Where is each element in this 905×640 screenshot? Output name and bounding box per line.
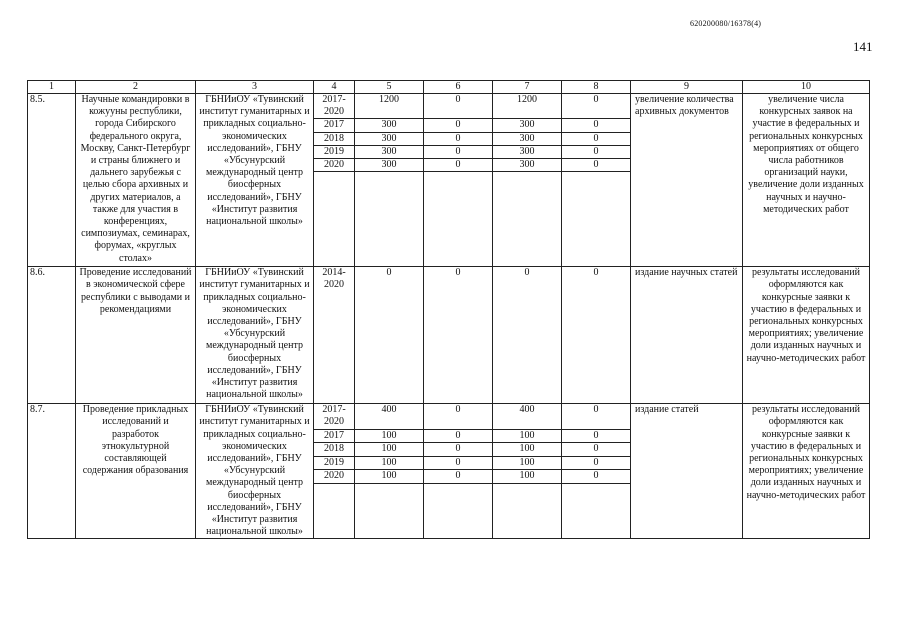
empty-cell [562,172,631,267]
value-cell: 1200 [355,94,424,119]
value-cell: 0 [424,443,493,456]
year-cell: 2020 [314,470,355,483]
empty-cell [562,483,631,539]
value-cell: 0 [424,456,493,469]
year-cell: 2018 [314,132,355,145]
value-cell: 0 [424,404,493,430]
value-cell: 0 [562,94,631,119]
value-cell: 100 [493,443,562,456]
value-cell: 300 [493,145,562,158]
value-cell: 100 [355,443,424,456]
indicator-cell: результаты исследований оформляются как конкурсные заявки к участию в федеральных и региональных конкурсных мероприятиях; увеличение доли изданных научных и научно-методических работ [743,267,870,404]
value-cell: 0 [562,470,631,483]
value-cell: 100 [493,430,562,443]
year-cell: 2020 [314,159,355,172]
value-cell: 0 [562,443,631,456]
row-number: 8.7. [28,404,76,539]
column-header: 9 [631,81,743,94]
row-number: 8.5. [28,94,76,267]
value-cell: 0 [424,94,493,119]
table-row [28,94,870,119]
value-cell: 1200 [493,94,562,119]
value-cell: 300 [355,159,424,172]
value-cell: 300 [493,159,562,172]
program-table [27,80,870,539]
value-cell: 0 [562,267,631,404]
indicator-cell: увеличение числа конкурсных заявок на участие в федеральных и региональных конкурсных мероприятиях от общего числа работников организаций науки, увеличение доли изданных научных и научно-методических работ [743,94,870,267]
table-header-row [28,81,870,94]
executor-cell: ГБНИиОУ «Тувинский институт гуманитарных и прикладных социально-экономических исследований», ГБНУ «Убсунурский международный центр биосферных исследований», ГБНУ «Институт развития национальной школы» [196,267,314,404]
column-header: 6 [424,81,493,94]
value-cell: 100 [493,470,562,483]
document-code: 620200080/16378(4) [690,19,762,28]
value-cell: 300 [493,119,562,132]
value-cell: 0 [424,119,493,132]
year-cell: 2019 [314,145,355,158]
executor-cell: ГБНИиОУ «Тувинский институт гуманитарных и прикладных социально-экономических исследований», ГБНУ «Убсунурский международный центр биосферных исследований», ГБНУ «Институт развития национальной школы» [196,94,314,267]
column-header: 3 [196,81,314,94]
column-header: 10 [743,81,870,94]
row-number: 8.6. [28,267,76,404]
empty-cell [424,172,493,267]
result-cell: издание статей [631,404,743,539]
value-cell: 0 [493,267,562,404]
empty-cell [314,483,355,539]
value-cell: 100 [493,456,562,469]
value-cell: 300 [355,132,424,145]
value-cell: 300 [355,119,424,132]
activity-title: Проведение исследований в экономической сфере республики с выводами и рекомендациями [76,267,196,404]
value-cell: 100 [355,430,424,443]
value-cell: 400 [493,404,562,430]
year-cell: 2017-2020 [314,404,355,430]
value-cell: 0 [355,267,424,404]
value-cell: 400 [355,404,424,430]
empty-cell [314,172,355,267]
table-row [28,267,870,404]
value-cell: 0 [424,132,493,145]
empty-cell [355,172,424,267]
value-cell: 0 [562,430,631,443]
value-cell: 0 [562,456,631,469]
column-header: 8 [562,81,631,94]
page-number: 141 [853,39,873,54]
result-cell: увеличение количества архивных документов [631,94,743,267]
value-cell: 300 [355,145,424,158]
year-cell: 2019 [314,456,355,469]
value-cell: 0 [424,145,493,158]
value-cell: 0 [424,470,493,483]
value-cell: 100 [355,456,424,469]
activity-title: Проведение прикладных исследований и разработок этнокультурной составляющей содержания образования [76,404,196,539]
empty-cell [424,483,493,539]
value-cell: 0 [562,145,631,158]
activity-title: Научные командировки в кожууны республики, города Сибирского федерального округа, Москву, Санкт-Петербург и страны ближнего и дальнего зарубежья с целью сбора архивных и других материалов, а также для участия в конференциях, симпозиумах, семинарах, форумах, «круглых столах» [76,94,196,267]
empty-cell [493,172,562,267]
column-header: 2 [76,81,196,94]
value-cell: 0 [424,430,493,443]
column-header: 7 [493,81,562,94]
empty-cell [355,483,424,539]
value-cell: 0 [562,119,631,132]
year-cell: 2018 [314,443,355,456]
year-cell: 2017 [314,430,355,443]
value-cell: 300 [493,132,562,145]
indicator-cell: результаты исследований оформляются как конкурсные заявки к участию в федеральных и региональных конкурсных мероприятиях; увеличение доли изданных научных и научно-методических работ [743,404,870,539]
year-cell: 2014-2020 [314,267,355,404]
year-cell: 2017 [314,119,355,132]
empty-cell [493,483,562,539]
value-cell: 0 [562,159,631,172]
value-cell: 0 [424,159,493,172]
result-cell: издание научных статей [631,267,743,404]
table-row [28,404,870,430]
year-cell: 2017-2020 [314,94,355,119]
executor-cell: ГБНИиОУ «Тувинский институт гуманитарных и прикладных социально-экономических исследований», ГБНУ «Убсунурский международный центр биосферных исследований», ГБНУ «Институт развития национальной школы» [196,404,314,539]
value-cell: 0 [562,132,631,145]
column-header: 5 [355,81,424,94]
column-header: 4 [314,81,355,94]
value-cell: 0 [562,404,631,430]
value-cell: 100 [355,470,424,483]
column-header: 1 [28,81,76,94]
value-cell: 0 [424,267,493,404]
